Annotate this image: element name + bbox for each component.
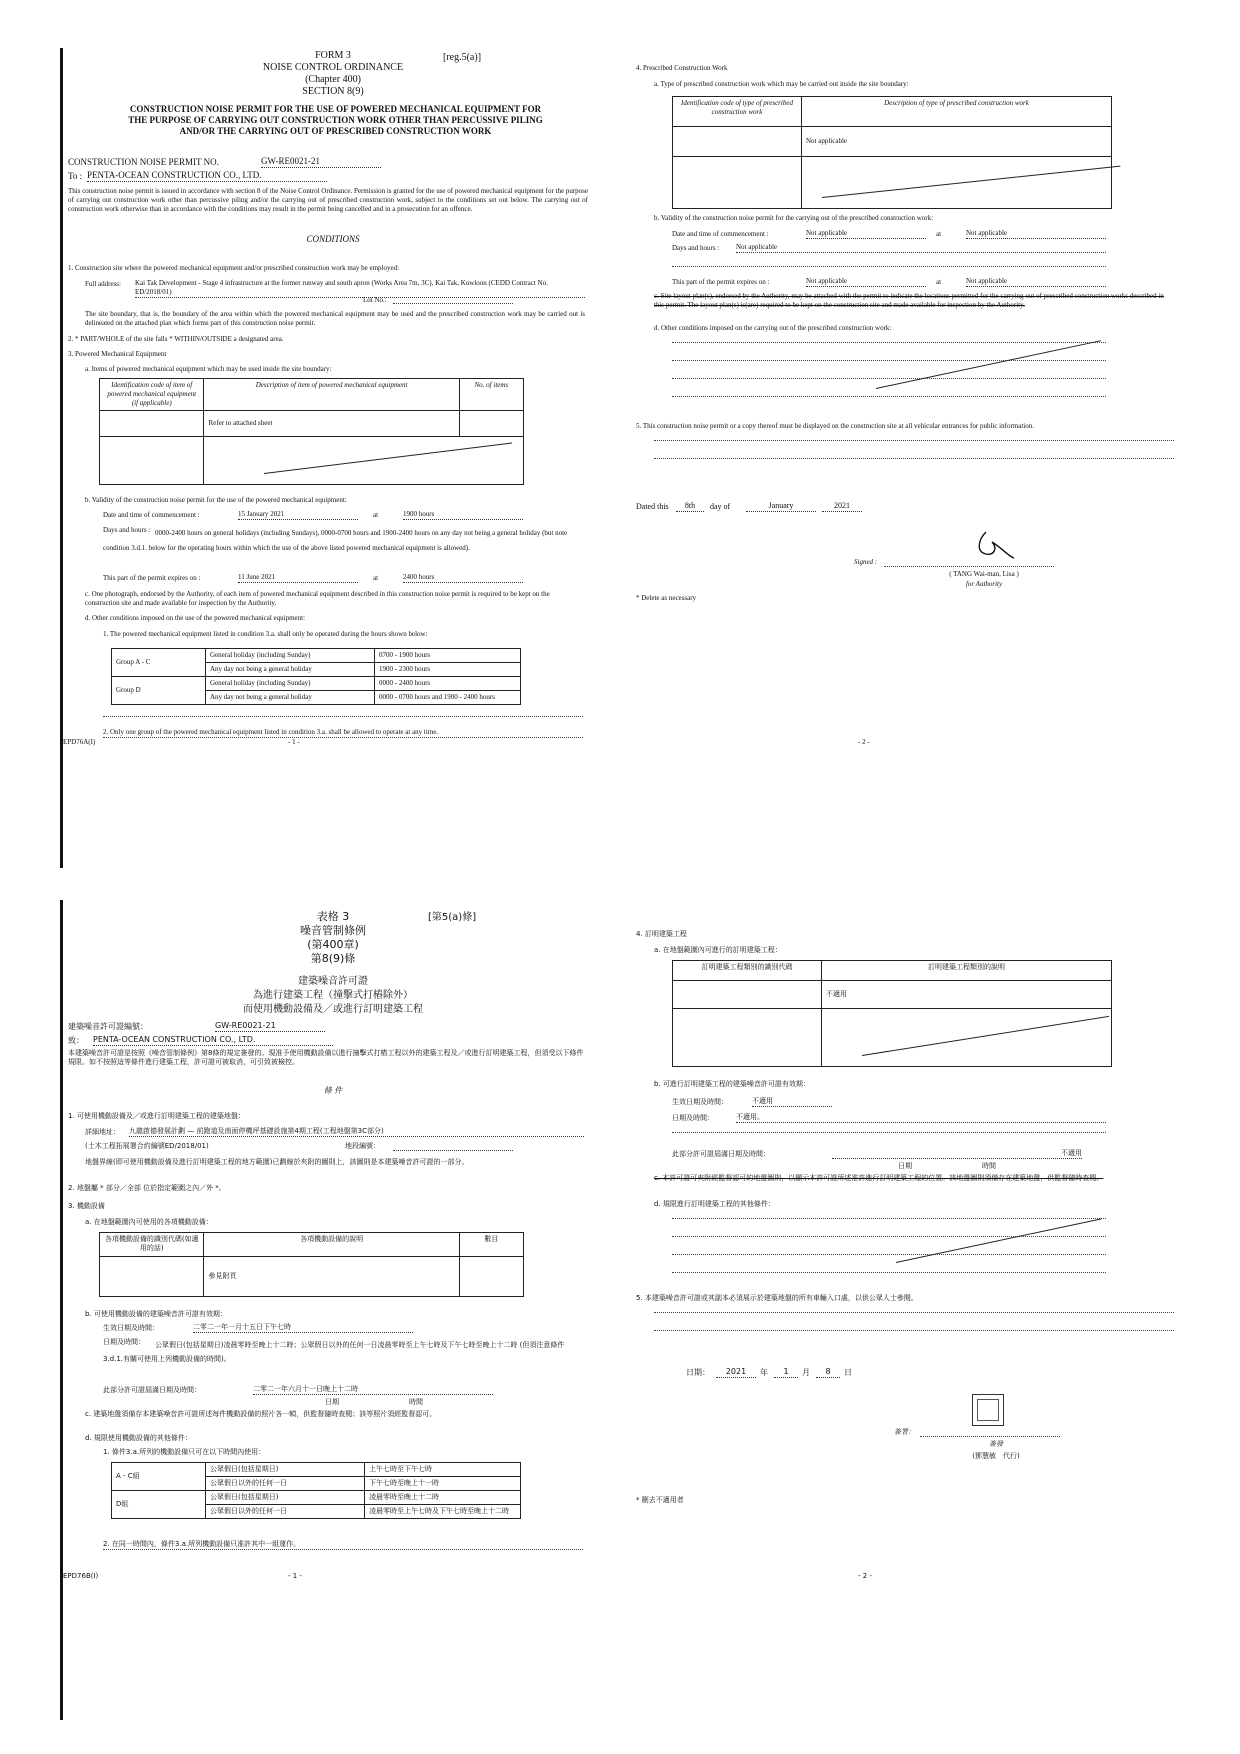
cn-group-ac: A - C組 [112, 1463, 206, 1491]
permit-no: GW-RE0021-21 [261, 156, 381, 168]
cn-condition-3c: c. 建築地盤須備存本建築噪音許可證所述每件機動設備的照片各一幀，供監督隨時查閱；該等照片須經監督認可。 [85, 1410, 437, 1418]
cn-col-id: 各項機動設備的識別代碼(如適用的話) [100, 1233, 204, 1257]
group-a-c: Group A - C [112, 649, 206, 677]
signer-name: ( TANG Wai-man, Lisa ) [949, 570, 1019, 578]
cn-form-code: EPD76B(I) [63, 1572, 99, 1580]
days-hours-label-pcw: Days and hours : [672, 244, 720, 252]
condition-5: 5. This construction noise permit or a copy thereof must be displayed on the construction site at all vehicular entrances for public information. [636, 422, 1034, 430]
seal-stamp [972, 1394, 1004, 1426]
section: SECTION 8(9) [302, 86, 364, 97]
dated-year: 2021 [822, 501, 862, 512]
cn-year: 2021 [716, 1367, 756, 1378]
cn-condition-5: 5. 本建築噪音許可證或其副本必須展示於建築地盤的所有車輛入口處，以供公眾人士參閱。 [636, 1294, 918, 1302]
cn-address-2: (土木工程拓展署合約編號ED/2018/01) [85, 1142, 209, 1150]
commencement-date: 15 January 2021 [238, 510, 358, 520]
non-holiday-d: Any day not being a general holiday [206, 691, 375, 705]
conditions-heading: CONDITIONS [306, 234, 360, 244]
hours-ac-1: 0700 - 1900 hours [375, 649, 521, 663]
expiry-time: 2400 hours [403, 573, 523, 583]
condition-4b: b. Validity of the construction noise permit for the carrying out of the prescribed construction work: [654, 214, 934, 222]
cn-page-number: - 1 - [288, 1572, 302, 1580]
cn-section: 第8(9)條 [310, 952, 356, 965]
cn-condition-4c: c. 本許可證可夾附經監督認可的地盤圖則，以顯示本許可證所述准許進行訂明建築工程的位置。該地盤圖則須備存在建築地盤，供監督隨時查閱。 [654, 1174, 1104, 1182]
condition-4c: c. Site layout plan(s), endorsed by the Authority, may be attached with the permit to indicate the locations permitted for the carrying out of prescribed construction works described in this permit. The layout plan(s) is(are) required to be kept on the construction site and made available for inspection by the Authority. [654, 292, 1164, 309]
cn-title-1: 建築噪音許可證 [298, 976, 368, 987]
english-permit-page-1 [60, 48, 608, 868]
general-holiday: General holiday (including Sunday) [206, 649, 375, 663]
dated-month: January [746, 501, 816, 512]
group-d: Group D [112, 677, 206, 705]
cn-expiry-label: 此部分許可證屆滿日期及時間： [103, 1386, 201, 1394]
chinese-permit-page-1 [60, 900, 608, 1720]
commencement-label-pcw: Date and time of commencement : [672, 230, 769, 238]
cn-ngh-d: 公眾假日以外的任何一日 [206, 1505, 365, 1519]
cn-condition-3d2: 2. 在同一時間內，條件3.a.所列機動設備只准許其中一組運作。 [103, 1540, 583, 1550]
page-number: - 1 - [288, 738, 300, 746]
recipient: PENTA-OCEAN CONSTRUCTION CO., LTD. [87, 170, 327, 182]
cn-condition-4: 4. 訂明建築工程 [636, 930, 687, 938]
form-number: FORM 3 [315, 50, 351, 61]
cn-to-label: 致： [68, 1036, 84, 1045]
expiry-date: 11 June 2021 [238, 573, 358, 583]
cn-title-3: 而使用機動設備及／或進行訂明建築工程 [243, 1004, 423, 1015]
not-applicable: Not applicable [802, 127, 1112, 157]
cn-lot-label: 地段編號： [345, 1142, 380, 1150]
cn-form-number: 表格 3 [316, 910, 350, 923]
intro-paragraph: This construction noise permit is issued in accordance with section 8 of the Noise Control Ordinance. Permission is granted for the use of powered mechanical equipment for the purpose of carrying out construction work other than percussive piling and/or the carrying out of prescribed construction work, subject to the conditions set out below. The carrying out of construction work otherwise than in accordance with the conditions may result in the permit being cancelled and in a prosecution for an offence. [68, 187, 589, 213]
cn-condition-4a: a. 在地盤範圍內可進行的訂明建築工程： [654, 946, 782, 954]
chapter: (Chapter 400) [305, 74, 361, 85]
address: Kai Tak Development - Stage 4 infrastructure at the former runway and south apron (Works Area 7m, 3C), Kai Tak, Kowloon (CEDD Contract No. ED/2018/01) [135, 279, 585, 298]
cn-equipment-table [99, 1232, 524, 1297]
cn-hours-ac-1: 上午七時至下午七時 [365, 1463, 521, 1477]
chinese-permit-page-2 [636, 900, 1196, 1720]
cn-condition-3d: d. 規限使用機動設備的其他條件： [85, 1434, 192, 1442]
hours-d-1: 0000 - 2400 hours [375, 677, 521, 691]
cn-days-label: 日期及時間： [103, 1338, 145, 1346]
cn-permit-no: GW-RE0021-21 [215, 1021, 325, 1032]
condition-4a: a. Type of prescribed construction work which may be carried out inside the site boundary: [654, 80, 909, 88]
cn-condition-3: 3. 機動設備 [68, 1202, 105, 1210]
cn-pcw-days: 不適用。 [736, 1113, 1106, 1123]
cn-signed-label: 簽署： [894, 1428, 915, 1436]
commencement-time: 1900 hours [403, 510, 523, 520]
cn-pcw-days-label: 日期及時間： [672, 1114, 714, 1122]
cn-ordinance: 噪音管制條例 [300, 924, 366, 937]
cn-condition-2: 2. 地盤屬 * 部分／全部 位於指定範圍之內／外 *。 [68, 1184, 226, 1192]
non-holiday: Any day not being a general holiday [206, 663, 375, 677]
cn-commencement: 二零二一年一月十五日下午七時 [193, 1323, 413, 1333]
cn-pcw-col-desc: 訂明建築工程類別的說明 [822, 961, 1112, 981]
cn-col-no: 數目 [459, 1233, 523, 1257]
cn-condition-1: 1. 可使用機動設備及／或進行訂明建築工程的建築地盤： [68, 1112, 245, 1120]
cn-pcw-time-label: 時間 [982, 1162, 996, 1170]
boundary-text: The site boundary, that is, the boundary of the area within which the powered mechanical equipment may be used and the prescribed construction work may be carried out is delineated on the attached plan which forms part of this construction noise permit. [85, 310, 585, 327]
lot-label: Lot No.: [363, 296, 387, 304]
at-label-pcw: at [936, 230, 942, 238]
cn-signature: 簽發 [989, 1440, 1003, 1448]
condition-4d: d. Other conditions imposed on the carrying out of the prescribed construction work: [654, 324, 892, 332]
cn-time-label: 時間 [409, 1398, 423, 1406]
cn-condition-4b: b. 可進行訂明建築工程的建築噪音許可證有效期： [654, 1080, 810, 1088]
to-label: To : [68, 171, 83, 181]
condition-1: 1. Construction site where the powered mechanical equipment and/or prescribed construction work may be employed: [68, 264, 400, 272]
cn-chapter: (第400章) [307, 938, 359, 951]
cn-group-d: D組 [112, 1491, 206, 1519]
equipment-table [99, 378, 524, 485]
cn-ngh: 公眾假日以外的任何一日 [206, 1477, 365, 1491]
page-number-2: - 2 - [858, 738, 870, 746]
cn-hours-d-2: 凌晨零時至上午七時及下午七時至晚上十二時 [365, 1505, 521, 1519]
days-hours-label: Days and hours : [103, 526, 151, 534]
col-no-items: No. of items [459, 379, 523, 411]
cn-commencement-label: 生效日期及時間： [103, 1324, 159, 1332]
cn-delete-note: * 刪去不適用者 [636, 1496, 684, 1504]
regulation-ref: [reg.5(a)] [443, 52, 482, 63]
cn-pcw-date-label: 日期 [898, 1162, 912, 1170]
commencement-label: Date and time of commencement : [103, 511, 200, 519]
dated-label: Dated this [636, 502, 669, 511]
cn-hours-table [111, 1462, 521, 1519]
cn-intro: 本建築噪音許可證是按照《噪音管制條例》第8條的規定簽發的。現准予使用機動設備以進行撞擊式打樁工程以外的建築工程及／或進行訂明建築工程，但須受以下條件規限。如不按照這等條件進行建築工程，許可證可被取消，可引致被檢控。 [68, 1049, 584, 1066]
cn-pcw-expiry: 不適用 [832, 1149, 1082, 1159]
cn-hours-d-1: 凌晨零時至晚上十二時 [365, 1491, 521, 1505]
cn-recipient: PENTA-OCEAN CONSTRUCTION CO., LTD. [93, 1035, 333, 1046]
cn-page-number-2: - 2 - [858, 1572, 872, 1580]
cn-gh-d: 公眾假日(包括星期日) [206, 1491, 365, 1505]
permit-title: CONSTRUCTION NOISE PERMIT FOR THE USE OF POWERED MECHANICAL EQUIPMENT FOR THE PURPOSE OF CARRYING OUT CONSTRUCTION WORK OTHER THAN PERCUSSIVE PILING AND/OR THE CARRYING OUT OF PRESCRIBED CONSTRUCTION WORK [128, 104, 543, 136]
col-id-code: Identification code of item of powered mechanical equipment (if applicable) [100, 379, 204, 411]
expiry-label: This part of the permit expires on : [103, 574, 201, 582]
condition-3: 3. Powered Mechanical Equipment [68, 350, 167, 358]
cn-date-prefix: 日期： [686, 1368, 710, 1377]
day-of-label: day of [710, 502, 731, 511]
condition-3d: d. Other conditions imposed on the use of the powered mechanical equipment: [85, 614, 306, 622]
cn-day: 8 [816, 1367, 840, 1378]
signed-label: Signed : [854, 558, 878, 566]
at-label-pcw-2: at [936, 278, 942, 286]
condition-2: 2. * PART/WHOLE of the site falls * WITHIN/OUTSIDE a designated area. [68, 335, 284, 343]
expiry-pcw: Not applicable [806, 277, 926, 287]
condition-4: 4. Prescribed Construction Work [636, 64, 728, 72]
col-description: Description of item of powered mechanical equipment [204, 379, 459, 411]
commencement-time-pcw: Not applicable [966, 229, 1106, 239]
cn-expiry: 二零二一年六月十一日晚上十二時 [253, 1385, 493, 1395]
condition-3d1: 1. The powered mechanical equipment listed in condition 3.a. shall only be operated during the hours shown below: [103, 630, 428, 638]
delete-note: * Delete as necessary [636, 594, 697, 602]
hours-ac-2: 1900 - 2300 hours [375, 663, 521, 677]
cn-permit-label: 建築噪音許可證編號： [68, 1022, 148, 1031]
for-authority: for Authority [965, 580, 1003, 588]
cn-condition-3b: b. 可使用機動設備的建築噪音許可證有效期： [85, 1310, 227, 1318]
condition-3a: a. Items of powered mechanical equipment which may be used inside the site boundary: [85, 365, 332, 373]
cn-boundary: 地盤界線(即可使用機動設備及進行訂明建築工程的地方範圍)已劃線於夾附的圖則上，該圖則是本建築噪音許可證的一部分。 [85, 1158, 469, 1166]
english-permit-page-2 [636, 48, 1196, 868]
ordinance-title: NOISE CONTROL ORDINANCE [262, 62, 404, 73]
cn-pcw-col-id: 訂明建築工程類別的識別代碼 [673, 961, 822, 981]
cn-day-char: 日 [844, 1368, 852, 1377]
cn-month: 1 [774, 1367, 798, 1378]
form-code: EPD76A(I) [63, 738, 96, 746]
refer-attached: Refer to attached sheet [204, 411, 459, 437]
condition-3d2: 2. Only one group of the powered mechanical equipment listed in condition 3.a. shall be allowed to operate at any time. [103, 728, 583, 738]
cn-condition-3d1: 1. 條件3.a.所列的機動設備只可在以下時間內使用： [103, 1448, 266, 1456]
cn-hours-ac-2: 下午七時至晚上十一時 [365, 1477, 521, 1491]
cn-conditions: 條 件 [323, 1086, 343, 1095]
cn-pcw-commence: 不適用 [752, 1097, 832, 1107]
permit-no-label: CONSTRUCTION NOISE PERMIT NO. [68, 157, 219, 167]
cn-pcw-commence-label: 生效日期及時間： [672, 1098, 728, 1106]
cn-condition-4d: d. 規限進行訂明建築工程的其他條件： [654, 1200, 775, 1208]
address-label: Full address: [85, 280, 121, 288]
days-hours: 0000-2400 hours on general holidays (including Sundays), 0000-0700 hours and 1900-2400 hours on any day not being a general holiday (but note condition 3.d.1. below for the operating hours within which the use of the above listed powered mechanical equipment is allowed). [103, 529, 568, 552]
cn-col-desc: 各項機動設備的說明 [204, 1233, 459, 1257]
operating-hours-table [111, 648, 521, 705]
cn-signer: (鄧慧敏 代行) [972, 1452, 1020, 1460]
cn-title-2: 為進行建築工程（撞擊式打樁除外） [253, 990, 413, 1001]
cn-refer-attached: 參見附頁 [204, 1257, 459, 1297]
dated-day: 8th [676, 501, 704, 512]
general-holiday-d: General holiday (including Sunday) [206, 677, 375, 691]
col-description-pcw: Description of type of prescribed construction work [802, 97, 1112, 127]
cn-pcw-expiry-label: 此部分許可證屆滿日期及時間： [672, 1150, 770, 1158]
condition-3b: b. Validity of the construction noise permit for the use of the powered mechanical equipment: [85, 496, 347, 504]
cn-regulation: [第5(a)條] [428, 912, 477, 923]
handwritten-signature [968, 524, 1018, 564]
expiry-time-pcw: Not applicable [966, 277, 1106, 287]
cn-not-applicable: 不適用 [822, 981, 1112, 1009]
cn-address: 九龍啟德發展計劃 — 前跑道及南面停機坪基礎設施第4期工程(工程地盤第3C部分) [129, 1127, 584, 1137]
cn-gh: 公眾假日(包括星期日) [206, 1463, 365, 1477]
expiry-label-pcw: This part of the permit expires on : [672, 278, 770, 286]
col-id-code-pcw: Identification code of type of prescribed construction work [673, 97, 802, 127]
cn-date-label: 日期 [325, 1398, 339, 1406]
at-label: at [373, 511, 379, 519]
cn-month-char: 月 [802, 1368, 810, 1377]
days-hours-pcw: Not applicable [736, 243, 1106, 253]
prescribed-work-table [672, 96, 1112, 209]
cn-address-label: 詳細地址： [85, 1128, 120, 1136]
at-label-2: at [373, 574, 379, 582]
hours-d-2: 0000 - 0700 hours and 1900 - 2400 hours [375, 691, 521, 705]
cn-year-char: 年 [760, 1368, 768, 1377]
cn-condition-3a: a. 在地盤範圍內可使用的各項機動設備： [85, 1218, 213, 1226]
commencement-pcw: Not applicable [806, 229, 926, 239]
cn-days-hours: 公眾假日(包括星期日)凌晨零時至晚上十二時；公眾假日以外的任何一日凌晨零時至上午七時及下午七時至晚上十二時 (但須注意條件3.d.1.有關可使用上列機動設備的時間)。 [103, 1341, 565, 1363]
condition-3c: c. One photograph, endorsed by the Authority, of each item of powered mechanical equipment described in this construction noise permit is required to be kept on the construction site and made available for inspection by the Authority. [85, 590, 550, 607]
cn-prescribed-table [672, 960, 1112, 1067]
